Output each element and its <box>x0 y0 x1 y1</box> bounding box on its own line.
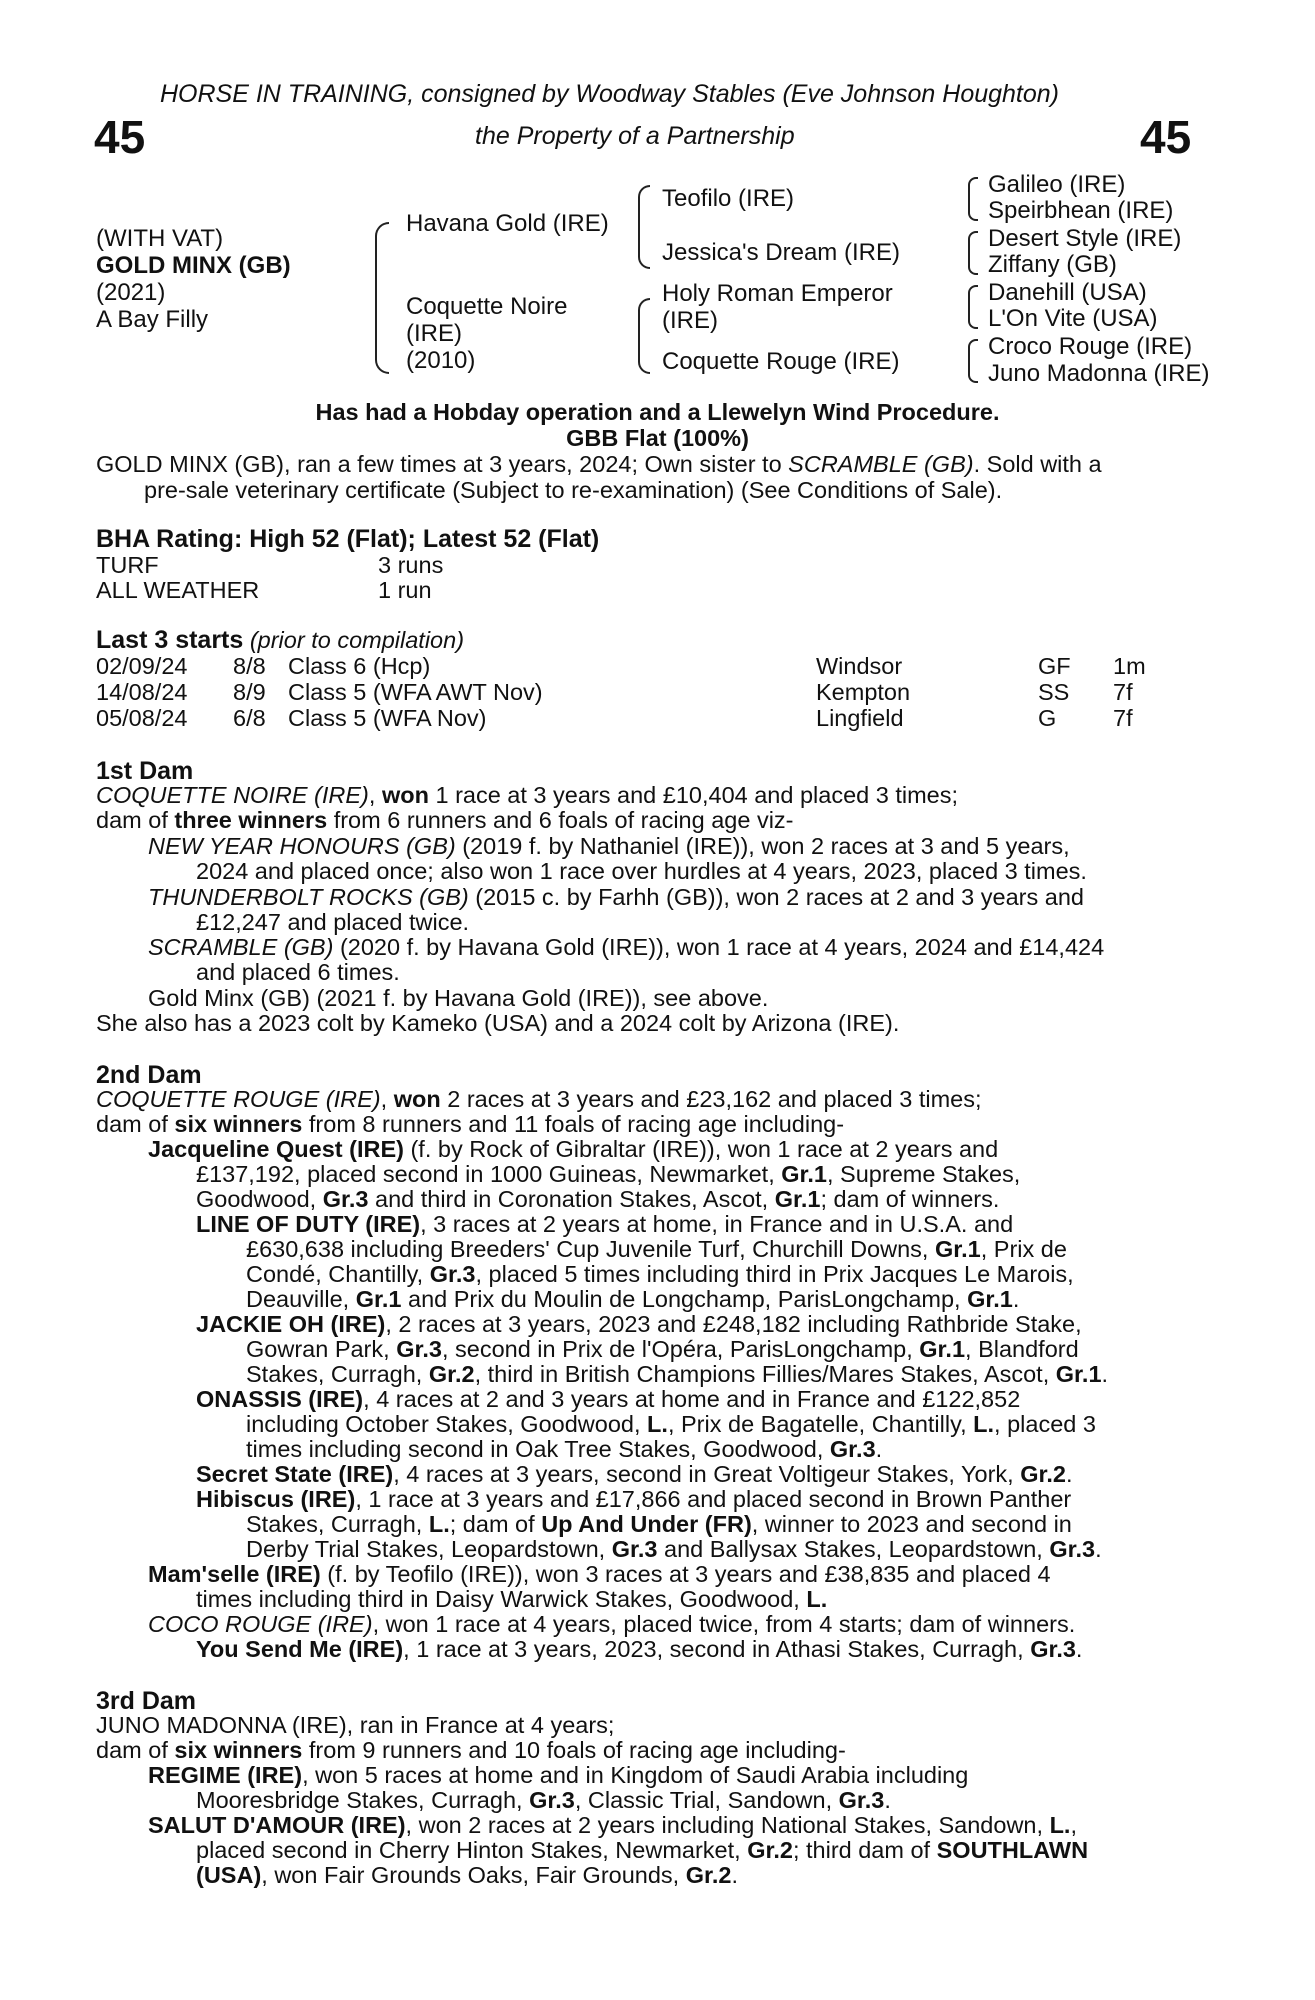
third-dam-heading: 3rd Dam <box>96 1687 197 1715</box>
rating-row-runs: 3 runs <box>378 552 444 578</box>
jacqueline-quest-cont-2: Goodwood, Gr.3 and third in Coronation Stakes, Ascot, Gr.1; dam of winners. <box>196 1186 1000 1212</box>
second-dam-line-2: dam of six winners from 8 runners and 11 foals of racing age including- <box>96 1111 845 1137</box>
summary-line-2: pre-sale veterinary certificate (Subject to re-examination) (See Conditions of Sale). <box>144 477 1003 503</box>
pedigree-brace-g4 <box>968 339 978 383</box>
dam-sire-line-2: (IRE) <box>662 307 718 334</box>
pedigree-brace-sire <box>638 185 650 269</box>
sire-dam: Jessica's Dream (IRE) <box>662 239 900 266</box>
jackie-oh-cont-2: Stakes, Curragh, Gr.2, third in British Champions Fillies/Mares Stakes, Ascot, Gr.1. <box>246 1361 1109 1387</box>
start-distance: 7f <box>1113 679 1133 705</box>
salut-damour-cont-1: placed second in Cherry Hinton Stakes, Newmarket, Gr.2; third dam of SOUTHLAWN <box>196 1837 1089 1863</box>
rating-row-surface: ALL WEATHER <box>96 577 260 603</box>
regime-entry: REGIME (IRE), won 5 races at home and in Kingdom of Saudi Arabia including <box>148 1762 969 1788</box>
start-course: Kempton <box>816 679 911 705</box>
dam-line-1: Coquette Noire <box>406 293 568 320</box>
pedigree-brace-dam <box>638 298 650 374</box>
second-dam-heading: 2nd Dam <box>96 1061 202 1089</box>
progeny-gold-minx: Gold Minx (GB) (2021 f. by Havana Gold (IRE)), see above. <box>148 985 769 1011</box>
start-class: Class 6 (Hcp) <box>288 653 431 679</box>
dam-line-3: (2010) <box>406 347 476 374</box>
line-of-duty-cont-2: Condé, Chantilly, Gr.3, placed 5 times including third in Prix Jacques Le Marois, <box>246 1261 1074 1287</box>
start-course: Windsor <box>816 653 903 679</box>
progeny-scramble: SCRAMBLE (GB) (2020 f. by Havana Gold (IRE)), won 1 race at 4 years, 2024 and £14,424 <box>148 934 1105 960</box>
granddam-1: Speirbhean (IRE) <box>988 197 1174 224</box>
pedigree-brace-main <box>375 222 389 374</box>
start-date: 05/08/24 <box>96 705 188 731</box>
progeny-new-year-honours-cont: 2024 and placed once; also won 1 race over hurdles at 4 years, 2023, placed 3 times. <box>196 858 1087 884</box>
start-course: Lingfield <box>816 705 904 731</box>
lot-number-right: 45 <box>1140 111 1192 163</box>
grandsire-1: Galileo (IRE) <box>988 171 1126 198</box>
regime-cont: Mooresbridge Stakes, Curragh, Gr.3, Classic Trial, Sandown, Gr.3. <box>196 1787 891 1813</box>
start-position: 8/9 <box>233 679 266 705</box>
sire: Havana Gold (IRE) <box>406 210 609 237</box>
line-of-duty-cont-3: Deauville, Gr.1 and Prix du Moulin de Longchamp, ParisLongchamp, Gr.1. <box>246 1286 1020 1312</box>
start-class: Class 5 (WFA Nov) <box>288 705 487 731</box>
granddam-4: Juno Madonna (IRE) <box>988 360 1210 387</box>
line-of-duty-cont-1: £630,638 including Breeders' Cup Juvenile Turf, Churchill Downs, Gr.1, Prix de <box>246 1236 1067 1262</box>
rating-row-runs: 1 run <box>378 577 432 603</box>
sire-sire: Teofilo (IRE) <box>662 185 795 212</box>
start-distance: 7f <box>1113 705 1133 731</box>
first-dam-line-2: dam of three winners from 6 runners and 6 foals of racing age viz- <box>96 807 794 833</box>
granddam-3: L'On Vite (USA) <box>988 305 1158 332</box>
rating-row-surface: TURF <box>96 552 159 578</box>
granddam-2: Ziffany (GB) <box>988 251 1117 278</box>
grandsire-4: Croco Rouge (IRE) <box>988 333 1193 360</box>
third-dam-line-1: JUNO MADONNA (IRE), ran in France at 4 years; <box>96 1712 615 1738</box>
dam-line-2: (IRE) <box>406 320 462 347</box>
horse-year: (2021) <box>96 279 166 306</box>
progeny-thunderbolt-rocks-cont: £12,247 and placed twice. <box>196 909 470 935</box>
onassis-cont-1: including October Stakes, Goodwood, L., Prix de Bagatelle, Chantilly, L., placed 3 <box>246 1411 1096 1437</box>
grandsire-3: Danehill (USA) <box>988 279 1147 306</box>
hibiscus-cont-2: Derby Trial Stakes, Leopardstown, Gr.3 and Ballysax Stakes, Leopardstown, Gr.3. <box>246 1536 1102 1562</box>
mamselle-cont: times including third in Daisy Warwick Stakes, Goodwood, L. <box>196 1586 828 1612</box>
onassis-entry: ONASSIS (IRE), 4 races at 2 and 3 years at home and in France and £122,852 <box>196 1386 1021 1412</box>
hibiscus-entry: Hibiscus (IRE), 1 race at 3 years and £17,866 and placed second in Brown Panther <box>196 1486 1072 1512</box>
dam-also-has: She also has a 2023 colt by Kameko (USA) and a 2024 colt by Arizona (IRE). <box>96 1010 900 1036</box>
horse-description: A Bay Filly <box>96 306 209 333</box>
dam-dam: Coquette Rouge (IRE) <box>662 348 900 375</box>
summary-line-1: GOLD MINX (GB), ran a few times at 3 years, 2024; Own sister to SCRAMBLE (GB). Sold with a <box>96 451 1102 477</box>
dam-sire-line-1: Holy Roman Emperor <box>662 280 893 307</box>
jacqueline-quest-cont-1: £137,192, placed second in 1000 Guineas, Newmarket, Gr.1, Supreme Stakes, <box>196 1161 1021 1187</box>
start-going: GF <box>1038 653 1071 679</box>
vat-label: (WITH VAT) <box>96 225 224 252</box>
first-dam-heading: 1st Dam <box>96 757 194 785</box>
start-position: 6/8 <box>233 705 266 731</box>
hobday-note: Has had a Hobday operation and a Llewelyn Wind Procedure. <box>315 399 1000 425</box>
start-going: G <box>1038 705 1057 731</box>
start-position: 8/8 <box>233 653 266 679</box>
start-distance: 1m <box>1113 653 1146 679</box>
onassis-cont-2: times including second in Oak Tree Stakes, Goodwood, Gr.3. <box>246 1436 883 1462</box>
coco-rouge-entry: COCO ROUGE (IRE), won 1 race at 4 years, placed twice, from 4 starts; dam of winners. <box>148 1611 1076 1637</box>
lot-number-left: 45 <box>94 111 146 163</box>
salut-damour-entry: SALUT D'AMOUR (IRE), won 2 races at 2 years including National Stakes, Sandown, L., <box>148 1812 1077 1838</box>
start-going: SS <box>1038 679 1070 705</box>
last-starts-heading: Last 3 starts (prior to compilation) <box>96 626 465 654</box>
second-dam-line-1: COQUETTE ROUGE (IRE), won 2 races at 3 years and £23,162 and placed 3 times; <box>96 1086 982 1112</box>
horse-name: GOLD MINX (GB) <box>96 252 291 279</box>
bha-rating: BHA Rating: High 52 (Flat); Latest 52 (Flat) <box>96 525 600 553</box>
mamselle-entry: Mam'selle (IRE) (f. by Teofilo (IRE)), won 3 races at 3 years and £38,835 and placed 4 <box>148 1561 1051 1587</box>
progeny-thunderbolt-rocks: THUNDERBOLT ROCKS (GB) (2015 c. by Farhh (GB)), won 2 races at 2 and 3 years and <box>148 884 1084 910</box>
progeny-new-year-honours: NEW YEAR HONOURS (GB) (2019 f. by Nathaniel (IRE)), won 2 races at 3 and 5 years, <box>148 833 1070 859</box>
salut-damour-cont-2: (USA), won Fair Grounds Oaks, Fair Grounds, Gr.2. <box>196 1862 739 1888</box>
jacqueline-quest-entry: Jacqueline Quest (IRE) (f. by Rock of Gibraltar (IRE)), won 1 race at 2 years and <box>148 1136 999 1162</box>
pedigree-brace-g1 <box>968 177 978 221</box>
consignor-line: HORSE IN TRAINING, consigned by Woodway Stables (Eve Johnson Houghton) <box>160 80 1060 108</box>
gbb-note: GBB Flat (100%) <box>566 425 749 451</box>
pedigree-brace-g2 <box>968 231 978 275</box>
progeny-scramble-cont: and placed 6 times. <box>196 959 400 985</box>
you-send-me-entry: You Send Me (IRE), 1 race at 3 years, 2023, second in Athasi Stakes, Curragh, Gr.3. <box>196 1636 1083 1662</box>
start-date: 02/09/24 <box>96 653 188 679</box>
hibiscus-cont-1: Stakes, Curragh, L.; dam of Up And Under (FR), winner to 2023 and second in <box>246 1511 1072 1537</box>
start-date: 14/08/24 <box>96 679 188 705</box>
secret-state-entry: Secret State (IRE), 4 races at 3 years, second in Great Voltigeur Stakes, York, Gr.2. <box>196 1461 1073 1487</box>
pedigree-brace-g3 <box>968 285 978 329</box>
third-dam-line-2: dam of six winners from 9 runners and 10 foals of racing age including- <box>96 1737 846 1763</box>
first-dam-line-1: COQUETTE NOIRE (IRE), won 1 race at 3 years and £10,404 and placed 3 times; <box>96 782 959 808</box>
grandsire-2: Desert Style (IRE) <box>988 225 1182 252</box>
start-class: Class 5 (WFA AWT Nov) <box>288 679 543 705</box>
jackie-oh-entry: JACKIE OH (IRE), 2 races at 3 years, 2023 and £248,182 including Rathbride Stake, <box>196 1311 1082 1337</box>
jackie-oh-cont-1: Gowran Park, Gr.3, second in Prix de l'Opéra, ParisLongchamp, Gr.1, Blandford <box>246 1336 1079 1362</box>
property-line: the Property of a Partnership <box>475 122 795 150</box>
line-of-duty-entry: LINE OF DUTY (IRE), 3 races at 2 years at home, in France and in U.S.A. and <box>196 1211 1014 1237</box>
